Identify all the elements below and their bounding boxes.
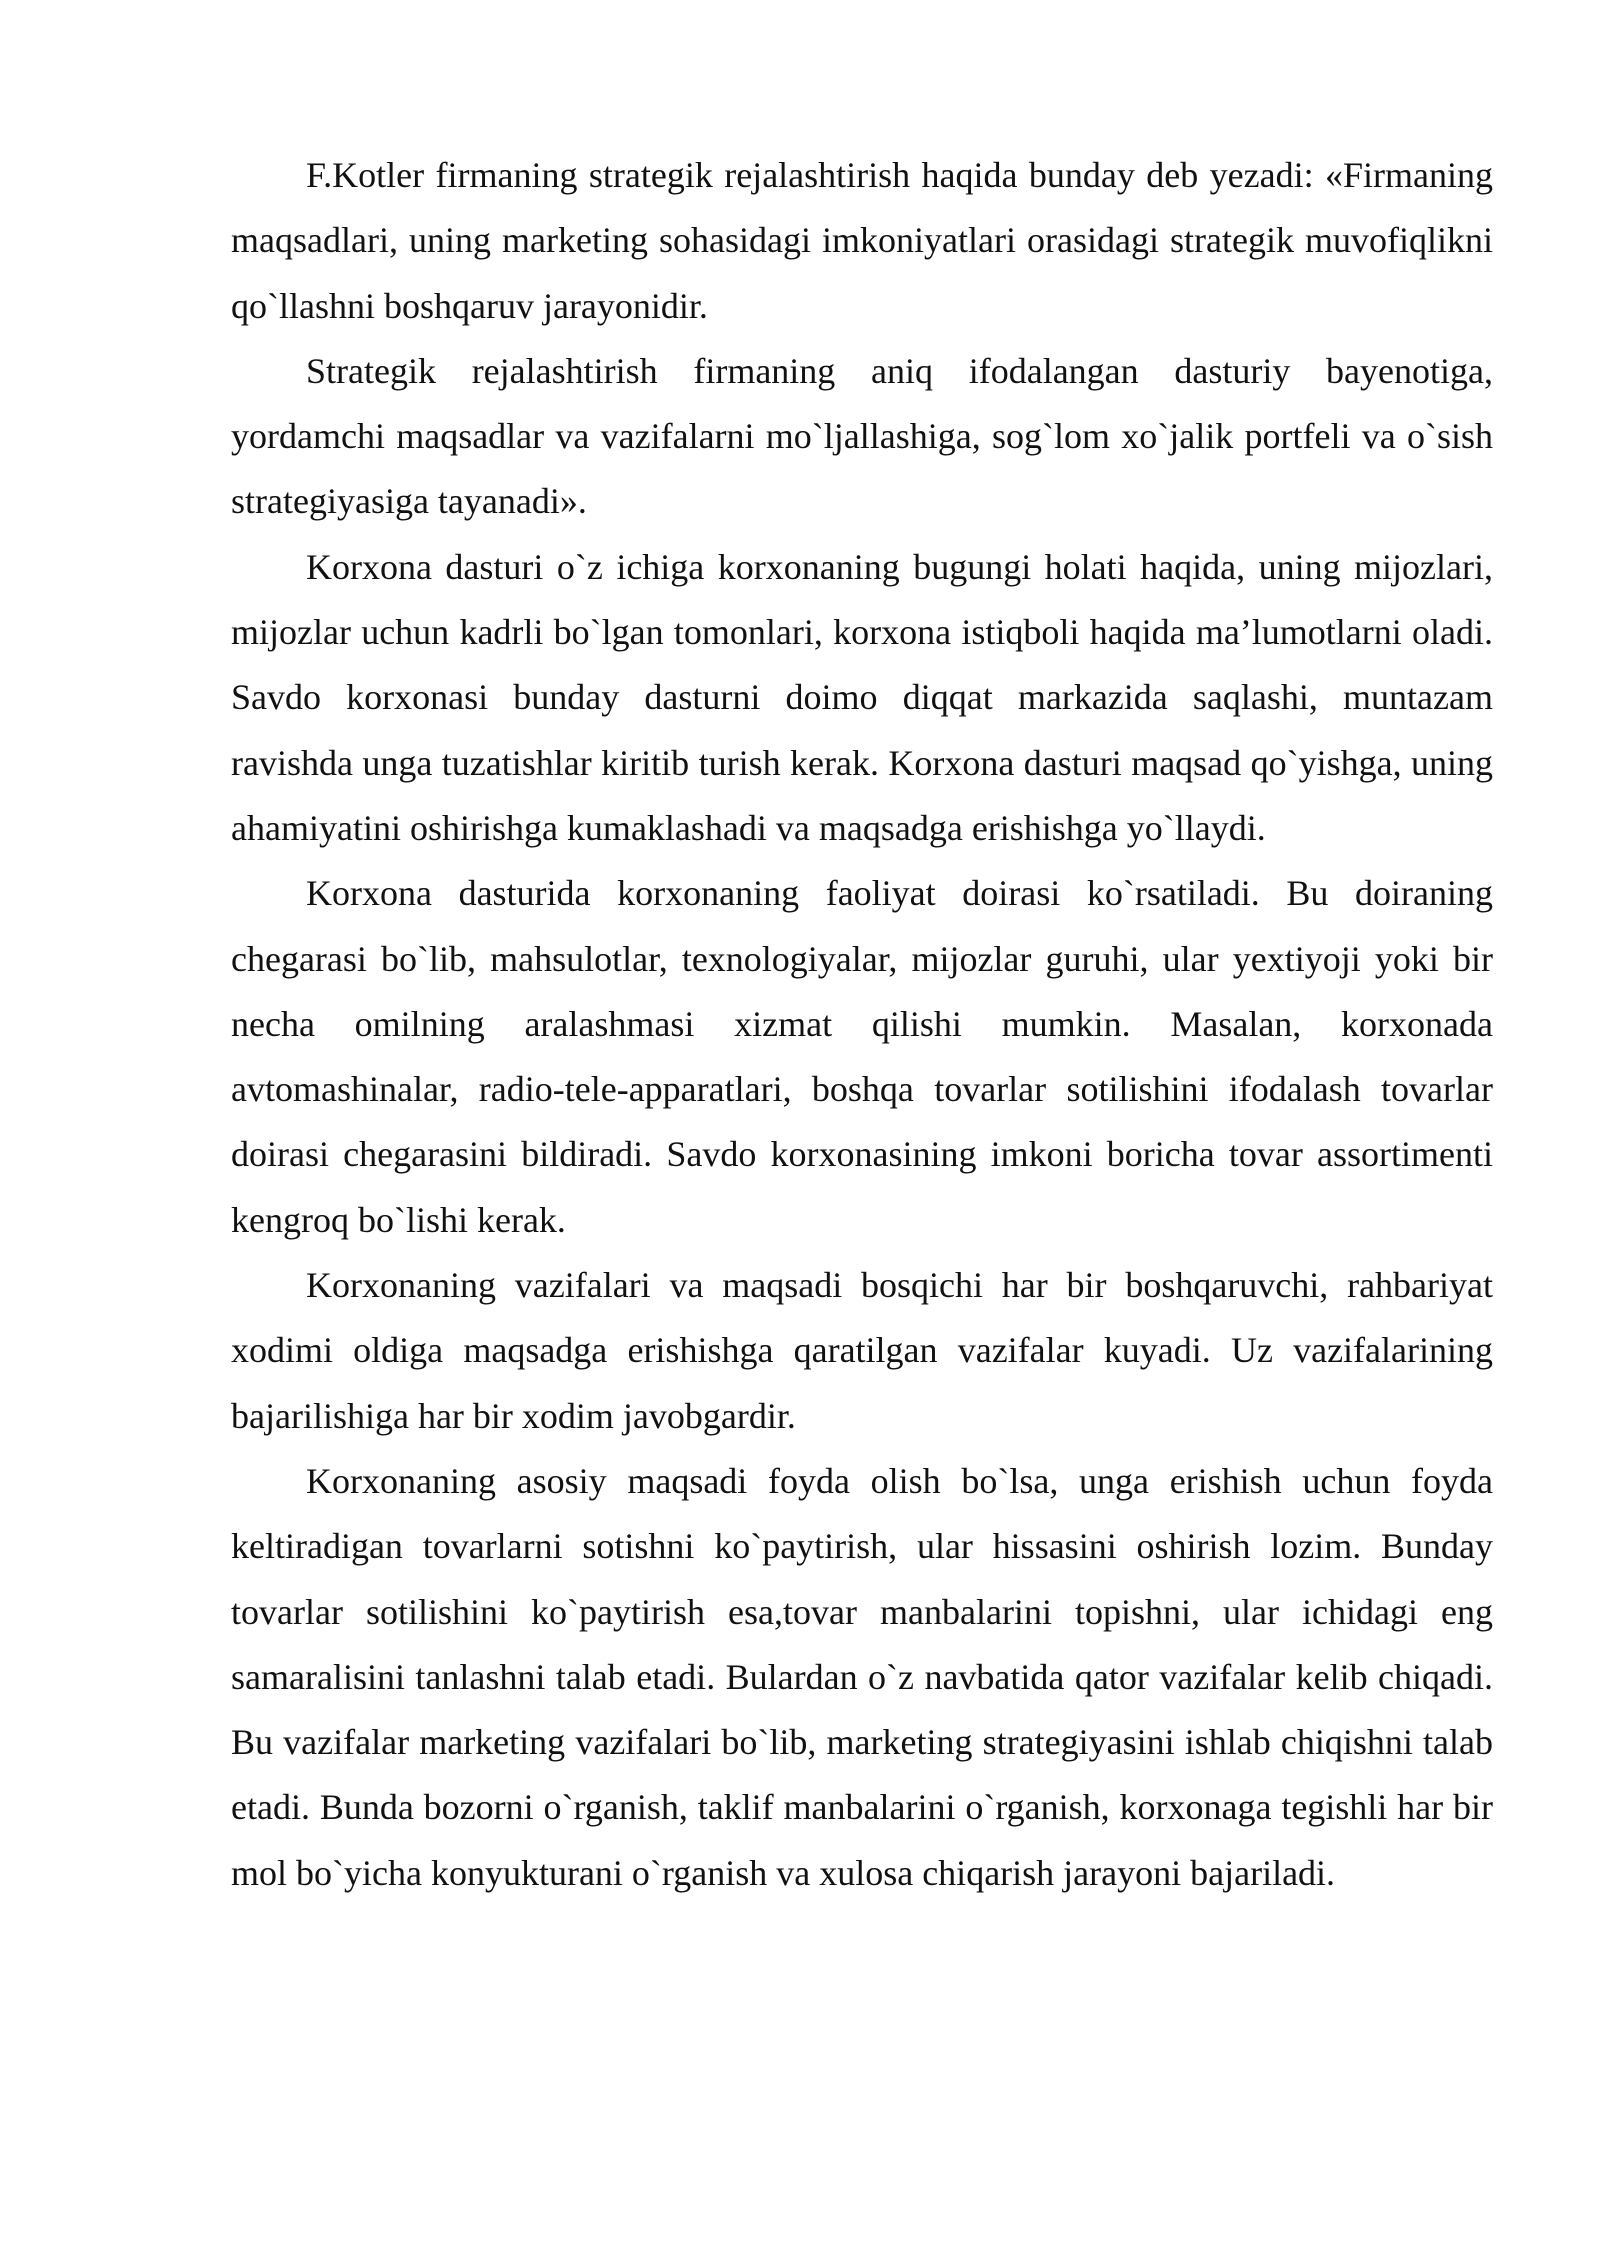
paragraph-tasks-and-goals: Korxonaning vazifalari va maqsadi bosqichi har bir boshqaruvchi, rahbariyat xodimi oldiga maqsadga erishishga qaratilgan vazifalar kuyadi. Uz vazifalarining bajarilishiga har bir xodim javobgardir. [231, 1265, 1493, 1436]
paragraph-activity-scope: Korxona dasturida korxonaning faoliyat doirasi ko`rsatiladi. Bu doiraning chegarasi bo`lib, mahsulotlar, texnologiyalar, mijozlar guruhi, ular yextiyoji yoki bir necha omilning aralashmasi xizmat qilishi mumkin. Masalan, korxonada avtomashinalar, radio-tele-apparatlari, boshqa tovarlar sotilishini ifodalash tovarlar doirasi chegarasini bildiradi. Savdo korxonasining imkoni boricha tovar assortimenti kengroq bo`lishi kerak. [231, 873, 1493, 1240]
paragraph-enterprise-program: Korxona dasturi o`z ichiga korxonaning bugungi holati haqida, uning mijozlari, mijozlar uchun kadrli bo`lgan tomonlari, korxona istiqboli haqida ma’lumotlarni oladi. Savdo korxonasi bunday dasturni doimo diqqat markazida saqlashi, muntazam ravishda unga tuzatishlar kiritib turish kerak. Korxona dasturi maqsad qo`yishga, uning ahamiyatini oshirishga kumaklashadi va maqsadga erishishga yo`llaydi. [231, 546, 1493, 848]
paragraph-strategic-planning-quote: F.Kotler firmaning strategik rejalashtirish haqida bunday deb yezadi: «Firmaning maqsadlari, uning marketing sohasidagi imkoniyatlari orasidagi strategik muvofiqlikni qo`llashni boshqaruv jarayonidir. [231, 155, 1493, 326]
document-page [231, 143, 1493, 1906]
paragraph-strategic-planning-basis: Strategik rejalashtirish firmaning aniq ifodalangan dasturiy bayenotiga, yordamchi maqsadlar va vazifalarni mo`ljallashiga, sog`lom xo`jalik portfeli va o`sish strategiyasiga tayanadi». [231, 350, 1493, 522]
paragraph-main-goal-profit: Korxonaning asosiy maqsadi foyda olish bo`lsa, unga erishish uchun foyda keltiradigan tovarlarni sotishni ko`paytirish, ular hissasini oshirish lozim. Bunday tovarlar sotilishini ko`paytirish esa,tovar manbalarini topishni, ular ichidagi eng samaralisini tanlashni talab etadi. Bulardan o`z navbatida qator vazifalar kelib chiqadi. Bu vazifalar marketing vazifalari bo`lib, marketing strategiyasini ishlab chiqishni talab etadi. Bunda bozorni o`rganish, taklif manbalarini o`rganish, korxonaga tegishli har bir mol bo`yicha konyukturani o`rganish va xulosa chiqarish jarayoni bajariladi. [231, 1460, 1493, 1893]
